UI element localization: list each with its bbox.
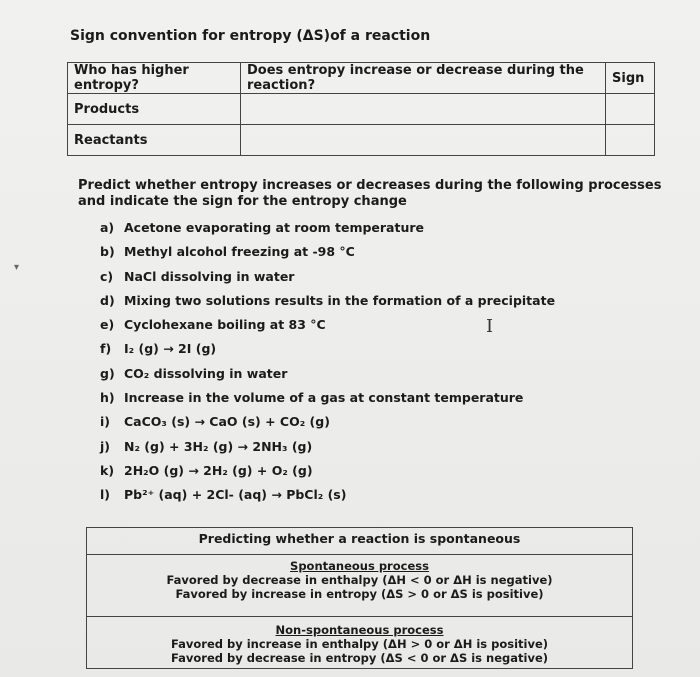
table-row (68, 125, 655, 156)
spontaneity-table (86, 527, 633, 669)
bullet-mark: ▾ (14, 262, 20, 273)
list-item (100, 485, 555, 509)
nonspontaneous-label: Non-spontaneous process (275, 623, 444, 637)
item-text: Pb²⁺ (aq) + 2Cl- (aq) → PbCl₂ (s) (124, 487, 347, 503)
item-letter: i) (100, 414, 110, 430)
item-text: Methyl alcohol freezing at -98 °C (124, 244, 355, 260)
item-text: 2H₂O (g) → 2H₂ (g) + O₂ (g) (124, 462, 313, 478)
page-title: Sign convention for entropy (ΔS)of a reaction (70, 28, 431, 44)
item-text: I₂ (g) → 2I (g) (124, 341, 217, 357)
nonspontaneous-section (87, 617, 632, 665)
header-increase-decrease: Does entropy increase or decrease during the reaction? (241, 63, 606, 94)
item-text: N₂ (g) + 3H₂ (g) → 2NH₃ (g) (124, 438, 313, 454)
cell-products-change[interactable] (241, 94, 606, 125)
item-letter: f) (100, 341, 112, 357)
nonspontaneous-enthalpy: Favored by increase in enthalpy (ΔH > 0 or ΔH is positive) (170, 637, 549, 651)
list-item (100, 218, 555, 242)
header-sign: Sign (606, 63, 655, 94)
item-letter: j) (100, 438, 110, 454)
item-letter: b) (100, 244, 115, 260)
list-item (100, 461, 555, 485)
row-label-products: Products (68, 94, 241, 125)
text-cursor-icon: I (486, 316, 494, 337)
header-higher-entropy: Who has higher entropy? (68, 63, 241, 94)
item-text: NaCl dissolving in water (124, 268, 295, 284)
cell-products-sign[interactable] (606, 94, 655, 125)
spontaneous-section (87, 555, 632, 617)
item-text: Cyclohexane boiling at 83 °C (124, 317, 326, 333)
list-item (100, 267, 555, 291)
list-item (100, 364, 555, 388)
item-letter: e) (100, 317, 115, 333)
cell-reactants-sign[interactable] (606, 125, 655, 156)
spontaneous-entropy: Favored by increase in entropy (ΔS > 0 or ΔS is positive) (175, 587, 544, 601)
table-row (68, 94, 655, 125)
entropy-sign-table (67, 62, 655, 156)
item-text: Acetone evaporating at room temperature (124, 220, 425, 235)
table-header-row (68, 63, 655, 94)
item-text: CaCO₃ (s) → CaO (s) + CO₂ (g) (124, 414, 330, 430)
item-letter: l) (100, 487, 110, 503)
list-item (100, 339, 555, 363)
spontaneity-heading: Predicting whether a reaction is spontaneous (87, 528, 632, 555)
item-letter: a) (100, 220, 115, 235)
item-letter: c) (100, 268, 114, 284)
spontaneous-label: Spontaneous process (290, 559, 429, 573)
nonspontaneous-entropy: Favored by decrease in entropy (ΔS < 0 or ΔS is negative) (170, 651, 549, 665)
item-letter: k) (100, 462, 115, 478)
list-item (100, 242, 555, 266)
question-prompt: Predict whether entropy increases or decreases during the following processes and indicate the sign for the entropy change (78, 178, 662, 209)
cell-reactants-change[interactable] (241, 125, 606, 156)
spontaneous-enthalpy: Favored by decrease in enthalpy (ΔH < 0 or ΔH is negative) (166, 573, 553, 587)
item-text: Mixing two solutions results in the formation of a precipitate (124, 292, 556, 308)
list-item (100, 291, 555, 315)
list-item (100, 412, 555, 436)
row-label-reactants: Reactants (68, 125, 241, 156)
item-text: CO₂ dissolving in water (124, 365, 288, 381)
list-item (100, 388, 555, 412)
process-list (100, 218, 555, 510)
item-letter: h) (100, 390, 115, 406)
item-text: Increase in the volume of a gas at constant temperature (124, 390, 524, 406)
item-letter: d) (100, 292, 115, 308)
item-letter: g) (100, 365, 115, 381)
list-item (100, 437, 555, 461)
